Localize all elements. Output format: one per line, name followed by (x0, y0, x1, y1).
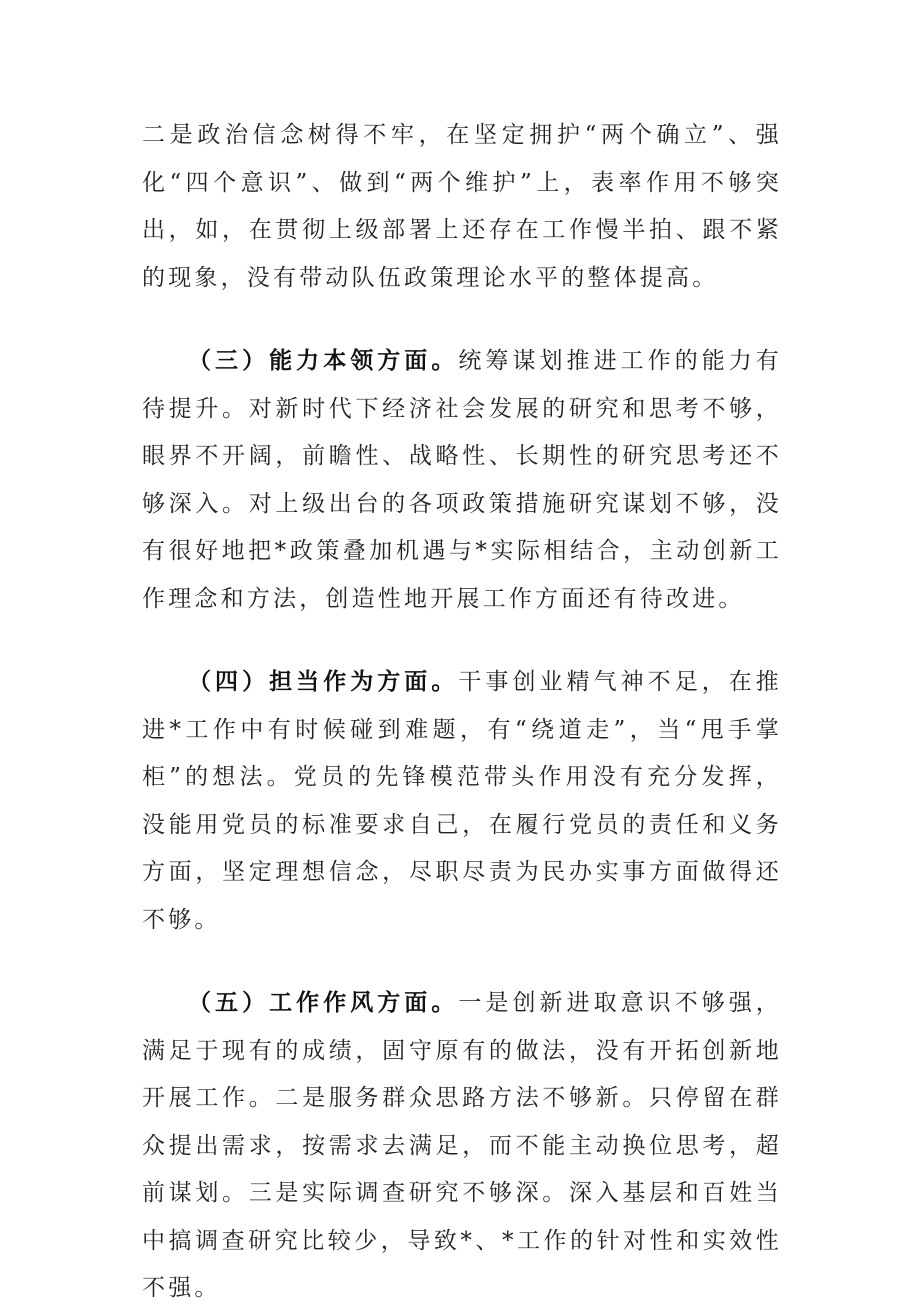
paragraph-responsibility (142, 658, 782, 944)
section-heading-ability: （三）能力本领方面。 (188, 347, 459, 374)
section-heading-responsibility: （四）担当作为方面。 (188, 668, 459, 695)
document-body (142, 112, 782, 1313)
paragraph-political-belief (142, 112, 782, 302)
paragraph-ability (142, 337, 782, 623)
paragraph-text: 统筹谋划推进工作的能力有待提升。对新时代下经济社会发展的研究和思考不够，眼界不开阔，前瞻性、战略性、长期性的研究思考还不够深入。对上级出台的各项政策措施研究谋划不够，没有很好地把*政策叠加机遇与*实际相结合，主动创新工作理念和方法，创造性地开展工作方面还有待改进。 (142, 348, 783, 612)
paragraph-text: 一是创新进取意识不够强，满足于现有的成绩，固守原有的做法，没有开拓创新地开展工作。二是服务群众思路方法不够新。只停留在群众提出需求，按需求去满足，而不能主动换位思考，超前谋划。三是实际调查研究不够深。深入基层和百姓当中搞调查研究比较少，导致*、*工作的针对性和实效性不强。 (142, 990, 783, 1301)
section-heading-work-style: （五）工作作风方面。 (188, 989, 459, 1016)
paragraph-text: 二是政治信念树得不牢，在坚定拥护“两个确立”、强化“四个意识”、做到“两个维护”上，表率作用不够突出，如，在贯彻上级部署上还存在工作慢半拍、跟不紧的现象，没有带动队伍政策理论水平的整体提高。 (142, 122, 782, 291)
paragraph-text: 干事创业精气神不足，在推进*工作中有时候碰到难题，有“绕道走”，当“甩手掌柜”的想法。党员的先锋模范带头作用没有充分发挥，没能用党员的标准要求自己，在履行党员的责任和义务方面，坚定理想信念，尽职尽责为民办实事方面做得还不够。 (142, 669, 783, 933)
paragraph-work-style (142, 979, 782, 1313)
